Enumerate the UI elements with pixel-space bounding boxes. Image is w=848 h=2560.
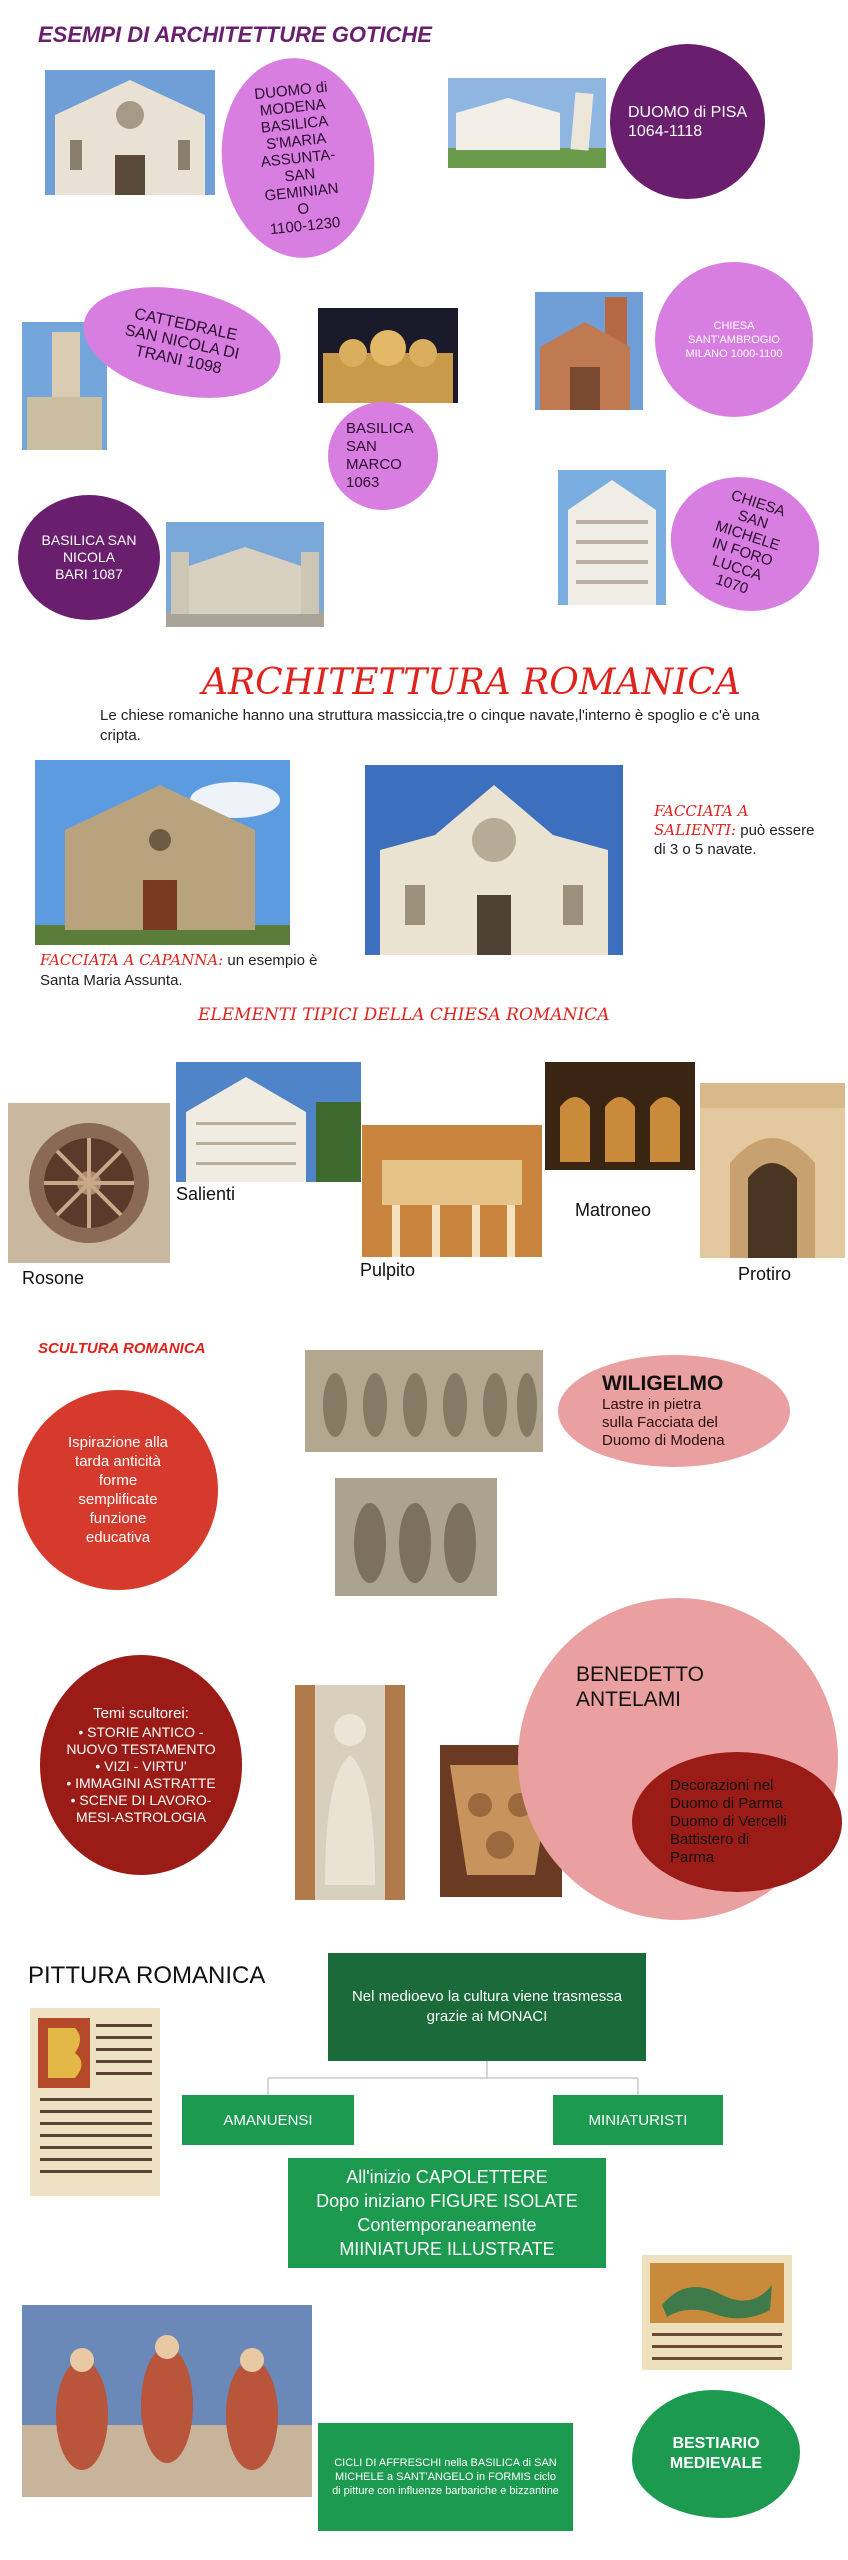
salienti-description xyxy=(654,802,829,859)
capanna-label: FACCIATA A CAPANNA: xyxy=(40,951,224,969)
wiligelmo-text: Lastre in pietra sulla Facciata del Duomo di Modena xyxy=(602,1396,725,1449)
wiligelmo-title: WILIGELMO xyxy=(602,1372,724,1395)
bubble-wiligelmo xyxy=(558,1355,790,1467)
photo-lastre-wiligelmo-2 xyxy=(335,1478,497,1596)
bubble-cattedrale-trani: CATTEDRALE SAN NICOLA DI TRANI 1098 xyxy=(73,270,290,414)
salienti-text: può essere di 3 o 5 navate. xyxy=(654,822,815,858)
box-capolettere: All'inizio CAPOLETTERE Dopo iniziano FIGURE ISOLATE Contemporaneamente MIINIATURE ILLUSTRATE xyxy=(288,2158,606,2268)
caption-pulpito: Pulpito xyxy=(360,1260,416,1280)
list-item: • VIZI - VIRTU' xyxy=(95,1757,187,1774)
caption-matroneo: Matroneo xyxy=(575,1200,652,1220)
photo-capolettera-miniata xyxy=(30,2008,160,2196)
caption-protiro: Protiro xyxy=(738,1264,792,1284)
photo-lastre-wiligelmo-1 xyxy=(305,1350,543,1452)
photo-rosone xyxy=(8,1103,170,1263)
pittura-title: PITTURA ROMANICA xyxy=(28,1962,266,1989)
antelami-title: BENEDETTO ANTELAMI xyxy=(576,1663,704,1711)
photo-facciata-capanna xyxy=(35,760,290,945)
list-item: • SCENE DI LAVORO-MESI-ASTROLOGIA xyxy=(70,1791,212,1825)
photo-facciata-salienti xyxy=(365,765,623,955)
romanica-title: ARCHITETTURA ROMANICA xyxy=(202,662,741,703)
bubble-chiesa-san-michele-lucca: CHIESA SAN MICHELE IN FORO LUCCA 1070 xyxy=(653,458,836,630)
photo-chiesa-santambrogio xyxy=(535,292,643,410)
list-item: • IMMAGINI ASTRATTE xyxy=(66,1774,216,1791)
box-amanuensi: AMANUENSI xyxy=(182,2095,354,2145)
photo-duomo-modena xyxy=(45,70,215,195)
caption-rosone: Rosone xyxy=(22,1268,85,1288)
bubble-ispirazione: Ispirazione alla tarda anticità forme semplificate funzione educativa xyxy=(18,1390,218,1590)
box-monaci: Nel medioevo la cultura viene trasmessa grazie ai MONACI xyxy=(328,1953,646,2061)
box-affreschi: CICLI DI AFFRESCHI nella BASILICA di SAN MICHELE a SANT'ANGELO in FORMIS ciclo di pitture con influenze barbariche e bizzantine xyxy=(318,2423,573,2531)
temi-list xyxy=(54,1724,228,1826)
photo-pulpito xyxy=(362,1125,542,1257)
photo-duomo-pisa xyxy=(448,78,606,168)
photo-matroneo xyxy=(545,1062,695,1170)
capanna-description xyxy=(40,950,330,991)
photo-madonna-antelami xyxy=(295,1685,405,1900)
salienti-label: FACCIATA A SALIENTI: xyxy=(654,802,749,839)
bubble-duomo-modena: DUOMO di MODENA BASILICA S'MARIA ASSUNTA- SAN GEMINIAN O 1100-1230 xyxy=(212,51,384,266)
capanna-text: un esempio è Santa Maria Assunta. xyxy=(40,952,318,989)
photo-basilica-san-marco xyxy=(318,308,458,403)
photo-bestiario xyxy=(642,2255,792,2370)
photo-basilica-san-nicola-bari xyxy=(166,522,324,627)
bubble-basilica-san-nicola-bari: BASILICA SAN NICOLA BARI 1087 xyxy=(18,495,160,620)
elementi-title: ELEMENTI TIPICI DELLA CHIESA ROMANICA xyxy=(198,1005,610,1025)
scultura-title: SCULTURA ROMANICA xyxy=(38,1340,206,1357)
temi-title: Temi scultorei: xyxy=(93,1704,189,1722)
photo-protiro xyxy=(700,1083,845,1258)
bubble-chiesa-santambrogio: CHIESA SANT'AMBROGIO MILANO 1000-1100 xyxy=(655,262,813,417)
badge-bestiario-medievale: BESTIARIO MEDIEVALE xyxy=(632,2390,800,2518)
photo-salienti xyxy=(176,1062,361,1182)
gothic-title: ESEMPI DI ARCHITETTURE GOTICHE xyxy=(38,22,432,47)
bubble-basilica-san-marco: BASILICA SAN MARCO 1063 xyxy=(328,402,438,510)
bubble-temi-scultorei xyxy=(40,1655,242,1875)
list-item: • STORIE ANTICO -NUOVO TESTAMENTO xyxy=(66,1723,216,1757)
bubble-duomo-pisa: DUOMO di PISA 1064-1118 xyxy=(610,44,765,199)
photo-chiesa-san-michele-lucca xyxy=(558,470,666,605)
caption-salienti: Salienti xyxy=(176,1184,236,1204)
photo-affreschi-santangelo xyxy=(22,2305,312,2497)
bubble-antelami-decorazioni: Decorazioni nel Duomo di Parma Duomo di Vercelli Battistero di Parma xyxy=(632,1752,842,1892)
box-miniaturisti: MINIATURISTI xyxy=(553,2095,723,2145)
romanica-intro: Le chiese romaniche hanno una struttura massiccia,tre o cinque navate,l'interno è spoglio e c'è una cripta. xyxy=(100,707,760,744)
